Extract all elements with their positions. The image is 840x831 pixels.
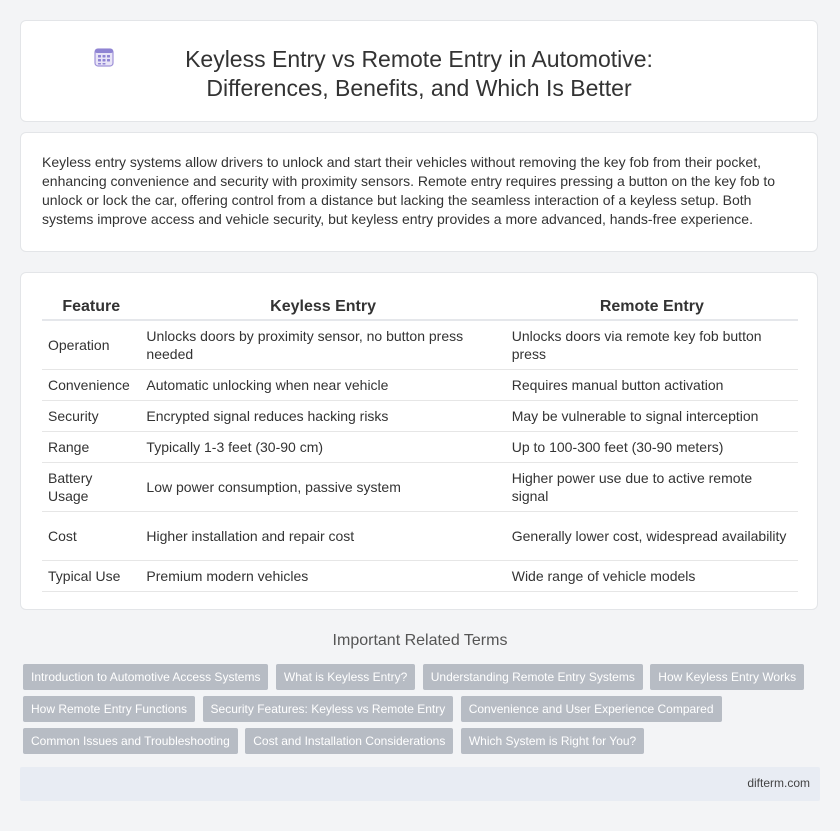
page-title: Keyless Entry vs Remote Entry in Automotive: Differences, Benefits, and Which Is Better [185, 46, 653, 101]
remote-cell: Requires manual button activation [506, 370, 798, 401]
feature-cell: Security [42, 401, 140, 432]
keyless-cell: Low power consumption, passive system [140, 463, 505, 512]
footer-site-link[interactable]: difterm.com [747, 776, 810, 790]
related-term-tag[interactable]: Introduction to Automotive Access Systems [23, 664, 268, 690]
feature-cell: Battery Usage [42, 463, 140, 512]
related-term-tag[interactable]: Security Features: Keyless vs Remote Entry [203, 696, 454, 722]
table-row [42, 321, 798, 370]
intro-paragraph: Keyless entry systems allow drivers to unlock and start their vehicles without removing the key fob from their pocket, enhancing convenience and security with proximity sensors. Remote entry requires pressing a button on the key fob to unlock or lock the car, offering control from a distance but lacking the seamless interaction of a keyless setup. Both systems improve access and vehicle security, but keyless entry provides a more advanced, hands-free experience. [42, 154, 776, 227]
column-header-keyless: Keyless Entry [140, 297, 505, 321]
table-header-row [42, 297, 798, 321]
feature-cell: Typical Use [42, 561, 140, 592]
footer [20, 767, 820, 801]
related-term-tag[interactable]: What is Keyless Entry? [276, 664, 415, 690]
table-row [42, 370, 798, 401]
table-row [42, 512, 798, 561]
comparison-card [20, 272, 818, 610]
feature-cell: Range [42, 432, 140, 463]
keyless-cell: Automatic unlocking when near vehicle [140, 370, 505, 401]
table-row [42, 432, 798, 463]
table-row [42, 463, 798, 512]
remote-cell: Wide range of vehicle models [506, 561, 798, 592]
table-row [42, 401, 798, 432]
table-row [42, 561, 798, 592]
related-terms-heading: Important Related Terms [332, 632, 508, 649]
related-term-tag[interactable]: Which System is Right for You? [461, 728, 644, 754]
column-header-remote: Remote Entry [506, 297, 798, 321]
related-term-tag[interactable]: How Remote Entry Functions [23, 696, 195, 722]
feature-cell: Convenience [42, 370, 140, 401]
related-term-tag[interactable]: Understanding Remote Entry Systems [423, 664, 643, 690]
remote-cell: Unlocks doors via remote key fob button press [506, 321, 798, 370]
keyless-cell: Typically 1-3 feet (30-90 cm) [140, 432, 505, 463]
feature-cell: Operation [42, 321, 140, 370]
header-card [20, 20, 818, 122]
related-term-tag[interactable]: How Keyless Entry Works [650, 664, 804, 690]
keyless-cell: Premium modern vehicles [140, 561, 505, 592]
remote-cell: Higher power use due to active remote signal [506, 463, 798, 512]
keyless-cell: Unlocks doors by proximity sensor, no button press needed [140, 321, 505, 370]
keyless-cell: Higher installation and repair cost [140, 512, 505, 561]
keyless-cell: Encrypted signal reduces hacking risks [140, 401, 505, 432]
remote-cell: May be vulnerable to signal interception [506, 401, 798, 432]
intro-card [20, 132, 818, 252]
related-term-tag[interactable]: Cost and Installation Considerations [245, 728, 453, 754]
comparison-table [42, 297, 798, 592]
remote-cell: Generally lower cost, widespread availability [506, 512, 798, 561]
related-term-tag[interactable]: Convenience and User Experience Compared [461, 696, 722, 722]
remote-cell: Up to 100-300 feet (30-90 meters) [506, 432, 798, 463]
related-term-tag[interactable]: Common Issues and Troubleshooting [23, 728, 238, 754]
feature-cell: Cost [42, 512, 140, 561]
related-terms-list [23, 664, 823, 760]
column-header-feature: Feature [42, 297, 140, 321]
